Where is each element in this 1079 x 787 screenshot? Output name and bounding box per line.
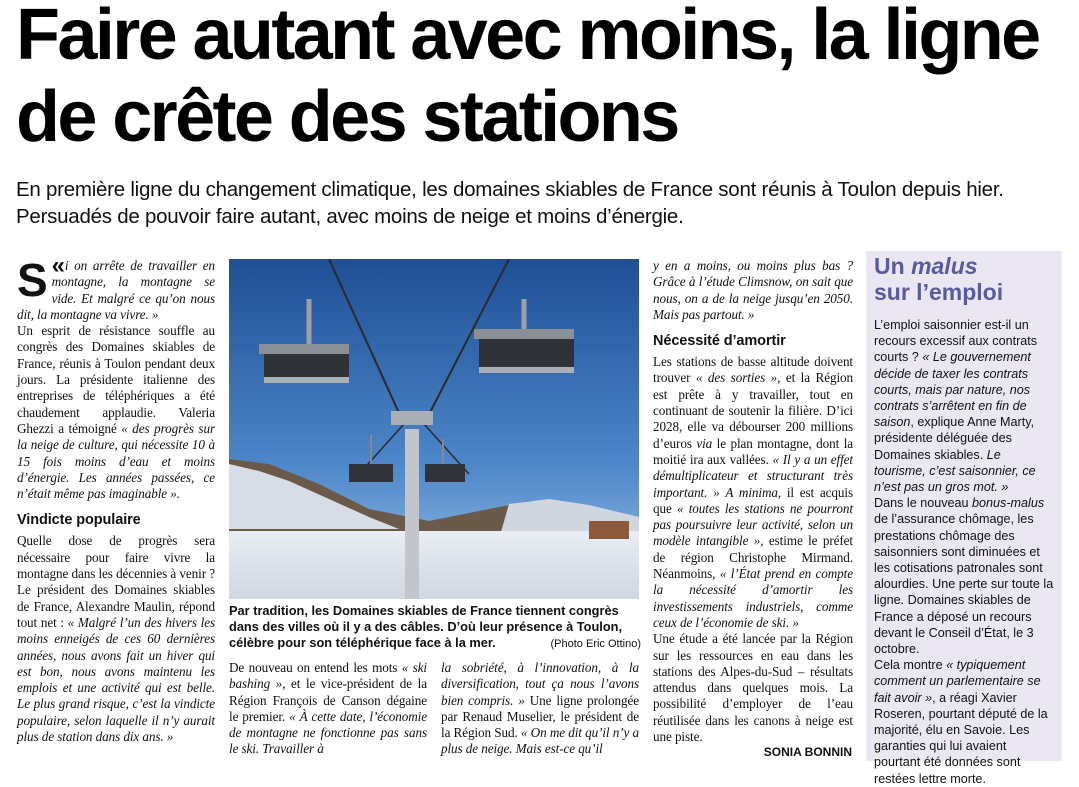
- text: Quelle dose de progrès sera nécessaire pour faire vivre la montagne dans les décennies à venir ? Le président des Domaines skiables de France, Alexandre Maulin, répond tout net :: [17, 533, 215, 630]
- text: , a réagi Xavier Roseren, pourtant député de la majorité, élu en Savoie. Les garanties qui lui avaient pourtant été données sont restées lettre morte.: [874, 690, 1048, 786]
- quote: « Il y a un effet démultiplicateur et structurant très important. »: [653, 451, 853, 500]
- lead-quote: i on arrête de travailler en montagne, la montagne se vide. Et malgré ce qu’on nous dit, la montagne va vivre. »: [17, 258, 215, 322]
- quote-mark: «: [51, 252, 65, 279]
- quote: « Malgré l’un des hivers les moins enneigés de ces 60 dernières années, nous avons fait un hiver qui est bon, nous avons maintenu les emplois et une activité qui est belle. Le plus grand risque, c’est la vindicte populaire, selon laquelle il n’y aurait plus de station dans dix ans. »: [17, 614, 215, 745]
- quote: y en a moins, ou moins plus bas ? Grâce à l’étude Climsnow, on sait que nous, on a de la neige jusqu’en 2050. Mais pas partout. »: [653, 258, 853, 322]
- quote: « ski bashing »: [229, 660, 427, 692]
- text: Cela montre: [874, 658, 943, 673]
- quote: « l’État prend en compte la nécessité d’amortir les investissements industriels, comme ceux de l’économie de ski. »: [653, 566, 853, 630]
- text: A minima: [725, 484, 778, 500]
- paragraph: Une étude a été lancée par la Région sur les ressources en eau dans les stations des Alpes-du-Sud – résultats attendus dans quelques mois. La possibilité d’employer de l’eau réutilisée dans les canons à neige est une piste.: [653, 631, 853, 745]
- caption-text: Par tradition, les Domaines skiables de France tiennent congrès dans des villes où il y a des câbles. D’où leur présence à Toulon, célèbre pour son téléphérique face à la mer.: [229, 603, 623, 650]
- quote: « À cette date, l’économie de montagne ne fonctionne pas sans le ski. Travailler à: [229, 708, 427, 757]
- paragraph: [653, 354, 853, 631]
- sidebar-box: [866, 251, 1062, 786]
- text: Une ligne prolongée par Renaud Muselier, le président de la Région Sud.: [441, 692, 640, 741]
- paragraph: [17, 323, 215, 502]
- quote: Le tourisme, c’est saisonnier, ce n’est pas un gros mot. »: [874, 447, 1036, 495]
- paragraph: [653, 258, 853, 323]
- text: sur l’emploi: [874, 279, 1004, 305]
- text: Un: [874, 253, 905, 279]
- author-signature: SONIA BONNIN: [763, 745, 852, 759]
- photo-credit: (Photo Eric Ottino): [550, 638, 641, 650]
- section-heading: Vindicte populaire: [17, 512, 141, 529]
- text: bonus-malus: [972, 496, 1045, 511]
- quote: la sobriété, à l’innovation, à la diversification, tout ça nous l’avons bien compris. »: [441, 660, 639, 708]
- headline: Faire autant avec moins, la ligne de crête des stations: [16, 0, 1039, 157]
- paragraph: [874, 317, 1055, 495]
- quote: « des sorties »: [695, 370, 778, 386]
- text: L’emploi saisonnier est-il un recours excessif aux contrats courts ?: [874, 318, 1038, 365]
- text: le plan montagne, dont la moitié ira aux vallées.: [653, 435, 854, 467]
- quote: « typiquement comment un parlementaire se fait avoir »: [874, 658, 1041, 705]
- section-heading: Nécessité d’amortir: [653, 333, 786, 350]
- lead-paragraph: [17, 252, 215, 323]
- photo-caption: [229, 603, 641, 652]
- ski-lift-illustration: [229, 259, 639, 599]
- text: De nouveau on entend les mots: [229, 660, 398, 675]
- article-column-2: [229, 660, 427, 758]
- text: Les stations de basse altitude doivent trouver: [653, 354, 853, 386]
- text: , il est acquis que: [653, 484, 853, 516]
- quote: « Le gouvernement décide de taxer les contrats courts, mais par nature, nos contrats s’arrêtent en fin de saison: [874, 350, 1031, 430]
- drop-cap: S: [17, 254, 48, 306]
- ski-lift-photo: [229, 259, 639, 599]
- text: Un esprit de résistance souffle au congrès des Domaines skiables de France, réunis à Toulon pendant deux jours. La présidente italienne des entreprises de téléphériques a été chaudement applaudie. Valeria Ghezzi a témoigné: [17, 323, 215, 436]
- text: , et la Région est prête à y travailler, tout en continuant de soutenir la filière. D’ici 2028, elle va débourser 200 millions d’euros: [653, 370, 853, 451]
- text: via: [696, 435, 713, 451]
- text: , explique Anne Marty, présidente déléguée des Domaines skiables.: [874, 415, 1035, 462]
- paragraph: [229, 660, 427, 758]
- paragraph: [874, 495, 1055, 657]
- paragraph: [17, 533, 215, 745]
- article-column-1: [17, 252, 215, 745]
- text: malus: [911, 253, 978, 279]
- subhead: En première ligne du changement climatique, les domaines skiables de France sont réunis à Toulon depuis hier. Persuadés de pouvoir faire autant, avec moins de neige et moins d’énergie.: [16, 178, 1004, 228]
- paragraph: [441, 660, 639, 758]
- paragraph: [874, 657, 1055, 787]
- sidebar-title: [874, 253, 1003, 305]
- quote: « On me dit qu’il n’y a plus de neige. Mais est-ce qu’il: [441, 725, 639, 757]
- article-column-4: [653, 258, 853, 745]
- sidebar-body: [874, 317, 1055, 787]
- text: , estime le préfet de région Christophe Mirmand. Néanmoins,: [653, 533, 853, 582]
- text: , et le vice-président de la Région François de Canson dégaine le premier.: [229, 676, 427, 724]
- quote: « toutes les stations ne pourront pas poursuivre leur activité, selon un modèle intangible »: [653, 500, 853, 549]
- article-column-3: [441, 660, 639, 758]
- text: Dans le nouveau: [874, 496, 969, 511]
- quote: « des progrès sur la neige de culture, qui nécessite 10 à 15 fois moins d’eau et moins d’énergie. Les années passées, ce n’était même pas imaginable ».: [17, 420, 215, 502]
- text: de l’assurance chômage, les prestations chômage des saisonniers sont diminuées et les cotisations patronales sont alourdies. Une perte sur toute la ligne. Domaines skiables de France a déposé un recours devant le Conseil d’État, le 3 octobre.: [874, 512, 1054, 657]
